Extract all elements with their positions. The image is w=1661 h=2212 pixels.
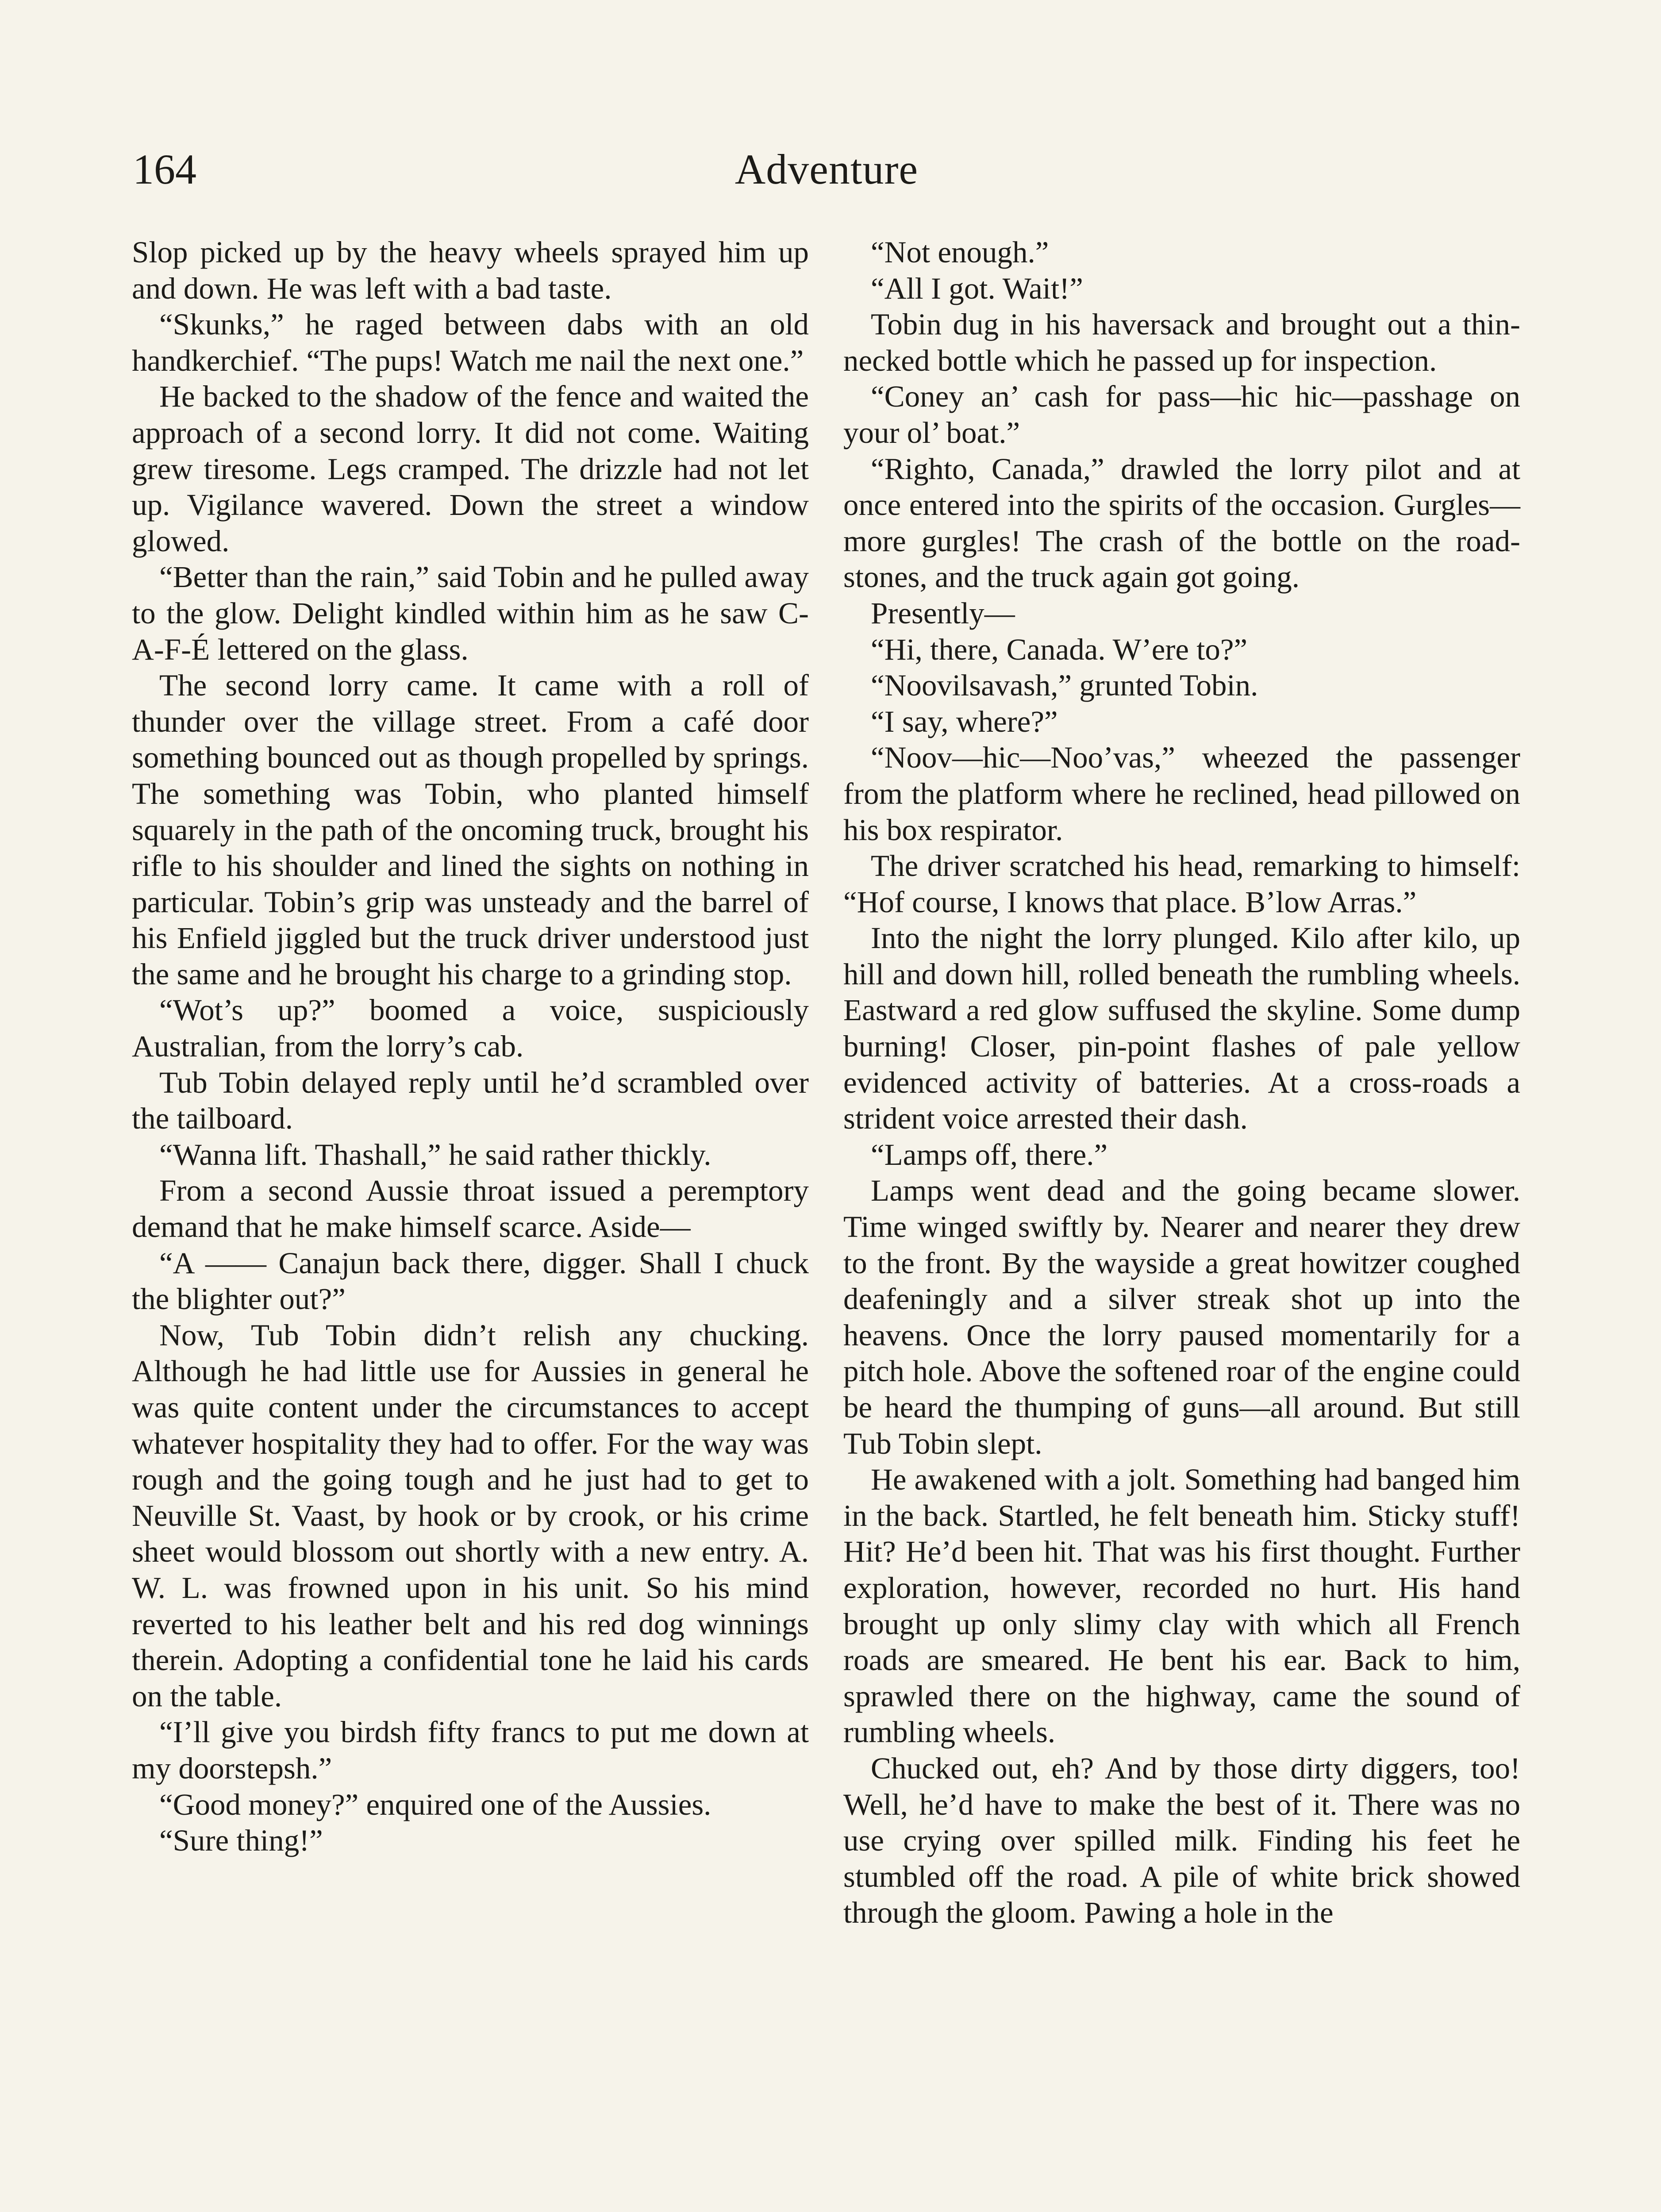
paragraph: “Better than the rain,” said Tobin and he pulled away to the glow. Delight kindled within him as he saw C-A-F-É lettered on the glass. xyxy=(132,560,809,666)
paragraph: The driver scratched his head, remarking to himself: “Hof course, I knows that place. B’low Arras.” xyxy=(843,849,1520,919)
paragraph: Presently— xyxy=(871,596,1015,630)
running-head: Adventure xyxy=(734,146,919,193)
paragraph: “Sure thing!” xyxy=(159,1824,323,1858)
paragraph: “Wanna lift. Thashall,” he said rather thickly. xyxy=(159,1137,711,1171)
text-column-left xyxy=(132,234,809,1859)
paragraph: “Hi, there, Canada. W’ere to?” xyxy=(871,632,1248,666)
paragraph: “All I got. Wait!” xyxy=(871,271,1083,305)
paragraph: “Noov—hic—Noo’vas,” wheezed the passenger from the platform where he reclined, head pillowed on his box respirator. xyxy=(843,741,1520,847)
paragraph: Lamps went dead and the going became slower. Time winged swiftly by. Nearer and nearer they drew to the front. By the wayside a great howitzer coughed deafeningly and a silver streak shot up into the heavens. Once the lorry paused momentarily for a pitch hole. Above the softened roar of the engine could be heard the thumping of guns—all around. But still Tub Tobin slept. xyxy=(843,1174,1520,1460)
paragraph: “Righto, Canada,” drawled the lorry pilot and at once entered into the spirits of the occasion. Gurgles—more gurgles! The crash of the bottle on the road-stones, and the truck again got going. xyxy=(843,452,1520,594)
paragraph: “Not enough.” xyxy=(871,235,1049,269)
paragraph: Now, Tub Tobin didn’t relish any chucking. Although he had little use for Aussies in general he was quite content under the circumstances to accept whatever hospitality they had to offer. For the way was rough and the going tough and he just had to get to Neuville St. Vaast, by hook or by crook, or his crime sheet would blossom out shortly with a new entry. A. W. L. was frowned upon in his unit. So his mind reverted to his leather belt and his red dog winnings therein. Adopting a confidential tone he laid his cards on the table. xyxy=(132,1318,809,1713)
paragraph: Tobin dug in his haversack and brought out a thin-necked bottle which he passed up for inspection. xyxy=(843,307,1520,377)
page-header xyxy=(133,141,1520,198)
paragraph: “A —— Canajun back there, digger. Shall I chuck the blighter out?” xyxy=(132,1246,809,1316)
paragraph: “Noovilsavash,” grunted Tobin. xyxy=(871,668,1258,703)
text-column-right xyxy=(843,234,1520,1931)
paragraph: “Wot’s up?” boomed a voice, suspiciously Australian, from the lorry’s cab. xyxy=(132,993,809,1064)
paragraph: Chucked out, eh? And by those dirty diggers, too! Well, he’d have to make the best of it. There was no use crying over spilled milk. Finding his feet he stumbled off the road. A pile of white brick showed through the gloom. Pawing a hole in the xyxy=(843,1751,1520,1930)
paragraph: He backed to the shadow of the fence and waited the approach of a second lorry. It did not come. Waiting grew tiresome. Legs cramped. The drizzle had not let up. Vigilance wavered. Down the street a window glowed. xyxy=(132,380,809,558)
paragraph: “I say, where?” xyxy=(871,704,1058,738)
paragraph: “Skunks,” he raged between dabs with an old handkerchief. “The pups! Watch me nail the next one.” xyxy=(132,307,809,377)
paragraph: Into the night the lorry plunged. Kilo after kilo, up hill and down hill, rolled beneath the rumbling wheels. Eastward a red glow suffused the skyline. Some dump burning! Closer, pin-point flashes of pale yellow evidenced activity of batteries. At a cross-roads a strident voice arrested their dash. xyxy=(843,921,1520,1136)
paragraph: Tub Tobin delayed reply until he’d scrambled over the tailboard. xyxy=(132,1065,809,1136)
paragraph: “Lamps off, there.” xyxy=(871,1137,1108,1171)
paragraph: Slop picked up by the heavy wheels sprayed him up and down. He was left with a bad taste. xyxy=(132,235,809,305)
paragraph: “I’ll give you birdsh fifty francs to put me down at my doorstepsh.” xyxy=(132,1715,809,1785)
paragraph: The second lorry came. It came with a roll of thunder over the village street. From a café door something bounced out as though propelled by springs. The something was Tobin, who planted himself squarely in the path of the oncoming truck, brought his rifle to his shoulder and lined the sights on nothing in particular. Tobin’s grip was unsteady and the barrel of his Enfield jiggled but the truck driver understood just the same and he brought his charge to a grinding stop. xyxy=(132,668,809,991)
paragraph: From a second Aussie throat issued a peremptory demand that he make himself scarce. Aside— xyxy=(132,1174,809,1244)
paragraph: He awakened with a jolt. Something had banged him in the back. Startled, he felt beneath him. Sticky stuff! Hit? He’d been hit. That was his first thought. Further exploration, however, recorded no hurt. His hand brought up only slimy clay with which all French roads are smeared. He bent his ear. Back to him, sprawled there on the highway, came the sound of rumbling wheels. xyxy=(843,1463,1520,1749)
page-number: 164 xyxy=(133,146,196,193)
paragraph: “Good money?” enquired one of the Aussies. xyxy=(159,1787,711,1821)
paragraph: “Coney an’ cash for pass—hic hic—passhage on your ol’ boat.” xyxy=(843,380,1520,449)
